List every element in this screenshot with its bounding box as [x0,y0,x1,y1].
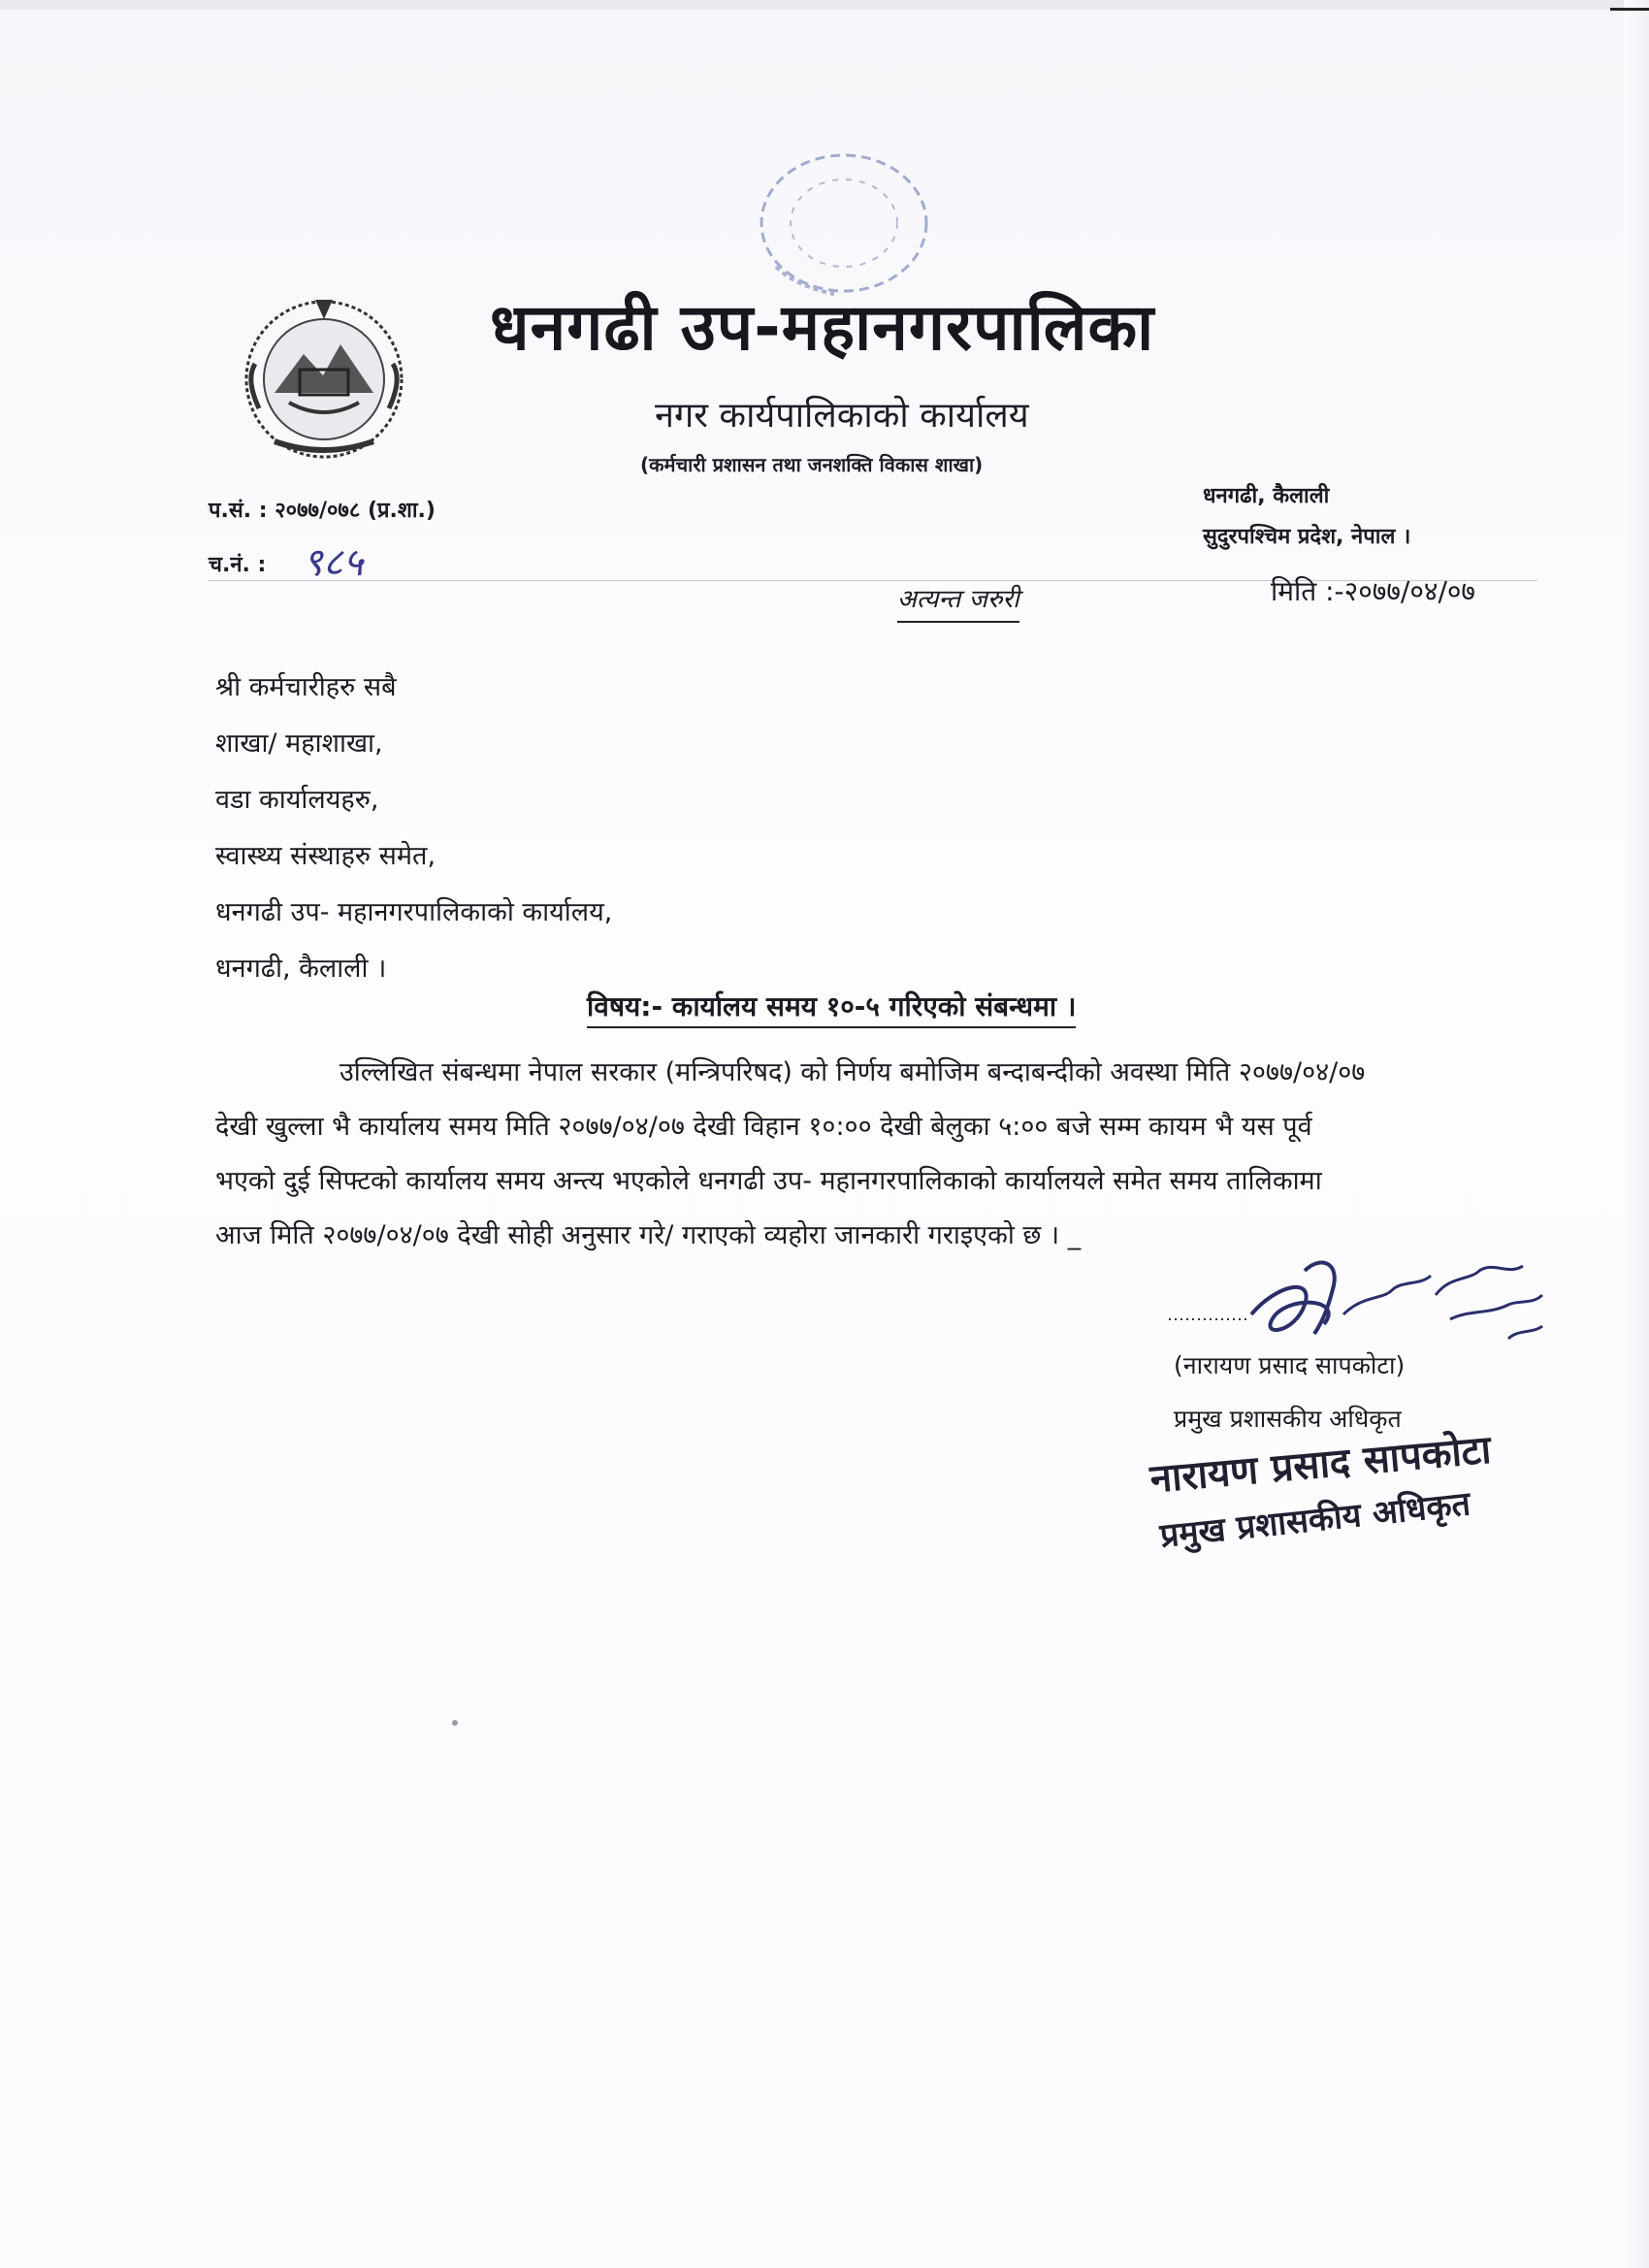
letter-subject: विषय:- कार्यालय समय १०-५ गरिएको संबन्धमा । [587,988,1076,1028]
body-line: भएको दुई सिफ्टको कार्यालय समय अन्त्य भएकोले धनगढी उप- महानगरपालिकाको कार्यालयले समेत समय तालिकामा [215,1166,1322,1196]
body-line: आज मिति २०७७/०४/०७ देखी सोही अनुसार गरे/ गराएको व्यहोरा जानकारी गराइएको छ । _ [215,1220,1082,1250]
recipient-line: श्री कर्मचारीहरु सबै [215,672,397,702]
recipient-line: शाखा/ महाशाखा, [215,729,383,759]
scan-speck [452,1720,458,1726]
name-seal: नारायण प्रसाद सापकोटा [1148,1427,1493,1503]
dispatch-number-row [209,534,436,585]
signatory-title: प्रमुख प्रशासकीय अधिकृत [1174,1405,1402,1433]
branch-name: (कर्मचारी प्रशासन तथा जनशक्ति विकास शाखा) [640,453,984,476]
recipient-line: स्वास्थ्य संस्थाहरु समेत, [215,841,436,871]
nepal-emblem-icon [236,286,412,463]
designation-seal: प्रमुख प्रशासकीय अधिकृत [1157,1484,1472,1556]
office-address [1203,480,1410,562]
address-line: धनगढी, कैलाली [1203,484,1330,508]
body-line: उल्लिखित संबन्धमा नेपाल सरकार (मन्त्रिपरिषद) को निर्णय बमोजिम बन्दाबन्दीको अवस्था मिति २०७७/०४/०७ [340,1057,1366,1087]
organization-name: धनगढी उप-महानगरपालिका [490,290,1155,365]
scan-mark [1610,8,1649,11]
scan-edge [0,0,1649,10]
recipient-line: वडा कार्यालयहरु, [215,785,379,815]
dispatch-number-value: ९८५ [303,540,364,585]
recipient-line: धनगढी उप- महानगरपालिकाको कार्यालय, [215,897,613,927]
recipient-line: धनगढी, कैलाली । [215,954,387,984]
letter-body [215,1046,1564,1263]
signatory-name: (नारायण प्रसाद सापकोटा) [1174,1351,1406,1379]
urgency-label: अत्यन्त जरुरी [897,580,1019,623]
reference-block [209,495,436,585]
address-line: सुदुरपश्चिम प्रदेश, नेपाल । [1203,525,1411,549]
letter-number: प.सं. : २०७७/०७८ (प्र.शा.) [209,499,436,523]
dispatch-number-label: च.नं. : [209,553,267,577]
body-line: देखी खुल्ला भै कार्यालय समय मिति २०७७/०४/०७ देखी विहान १०:०० देखी बेलुका ५:०० बजे सम्म कायम भै यस पूर्व [215,1112,1312,1142]
letter-date: मिति :-२०७७/०४/०७ [1271,575,1475,607]
office-name: नगर कार्यपालिकाको कार्यालय [655,396,1029,436]
scan-edge-right [1624,0,1649,2268]
recipient-block [215,660,612,997]
